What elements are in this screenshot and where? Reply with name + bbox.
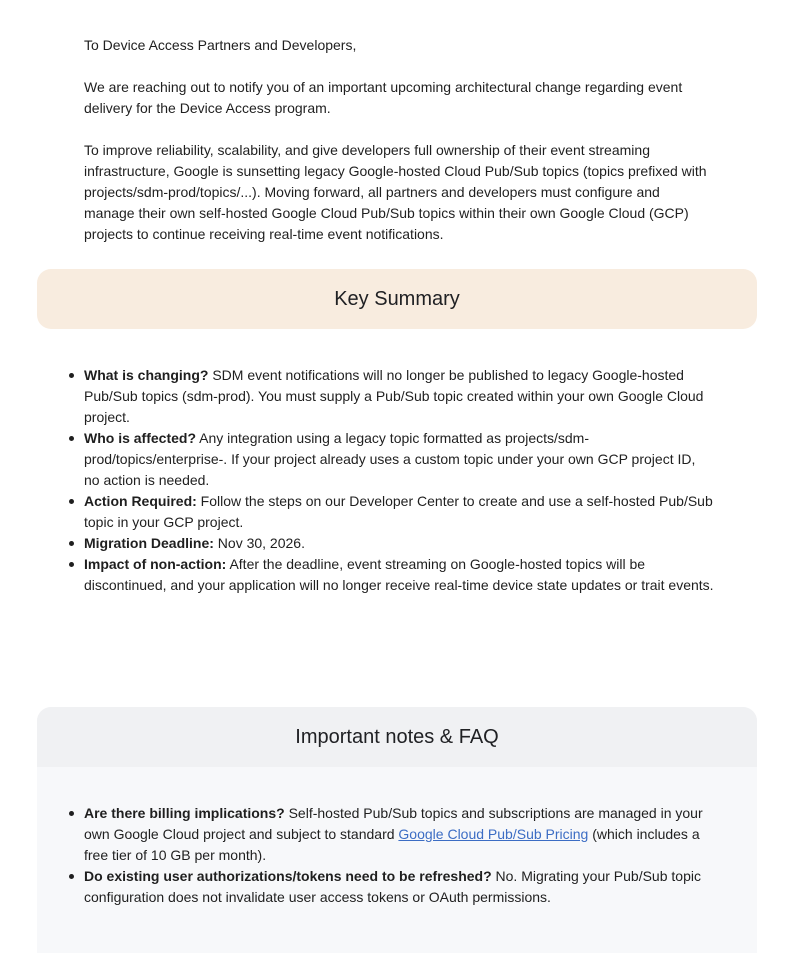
key-summary-title: Key Summary [334, 288, 460, 310]
item-label: Who is affected? [84, 430, 197, 446]
item-text: Any integration using a legacy topic formatted as projects/sdm-prod/topics/enterprise-. If your project already uses a custom topic under your own GCP project ID, no action is needed. [84, 430, 696, 488]
list-item [84, 428, 714, 491]
item-text: SDM event notifications will no longer be published to legacy Google-hosted Pub/Sub topics (sdm-prod). You must supply a Pub/Sub topic created within your own Google Cloud project. [84, 367, 704, 425]
list-item [84, 365, 714, 428]
greeting: To Device Access Partners and Developers, [84, 37, 357, 53]
list-item [84, 491, 714, 533]
item-label: Are there billing implications? [84, 805, 285, 821]
faq-header [37, 707, 757, 767]
pubsub-pricing-link[interactable]: Google Cloud Pub/Sub Pricing [398, 826, 589, 842]
item-text: No. Migrating your Pub/Sub topic configuration does not invalidate user access tokens or OAuth permissions. [84, 868, 701, 905]
faq-title: Important notes & FAQ [295, 726, 499, 748]
item-text: (which includes a free tier of 10 GB per month). [84, 826, 700, 863]
item-label: Impact of non-action: [84, 556, 227, 572]
list-item [84, 533, 714, 554]
list-item [84, 803, 714, 866]
list-item [84, 554, 714, 596]
intro-paragraph-2: To improve reliability, scalability, and give developers full ownership of their event streaming infrastructure, Google is sunsetting legacy Google-hosted Cloud Pub/Sub topics (topics prefixed with projects/sdm-prod/topics/...). Moving forward, all partners and developers must configure and manage their own self-hosted Google Cloud Pub/Sub topics within their own Google Cloud (GCP) projects to continue receiving real-time event notifications. [84, 142, 707, 242]
item-text: Self-hosted Pub/Sub topics and subscriptions are managed in your own Google Cloud project and subject to standard [84, 805, 703, 842]
key-summary-card [37, 269, 757, 329]
item-label: Migration Deadline: [84, 535, 214, 551]
item-label: Do existing user authorizations/tokens need to be refreshed? [84, 868, 492, 884]
item-text: Follow the steps on our Developer Center to create and use a self-hosted Pub/Sub topic in your GCP project. [84, 493, 713, 530]
intro-paragraph-1: We are reaching out to notify you of an important upcoming architectural change regarding event delivery for the Device Access program. [84, 79, 683, 116]
item-label: Action Required: [84, 493, 197, 509]
item-label: What is changing? [84, 367, 209, 383]
item-text: Nov 30, 2026. [213, 535, 305, 551]
list-item [84, 866, 714, 908]
faq-list [84, 803, 714, 908]
item-text: After the deadline, event streaming on Google-hosted topics will be discontinued, and your application will no longer receive real-time device state updates or trait events. [84, 556, 714, 593]
key-summary-list [84, 365, 714, 596]
